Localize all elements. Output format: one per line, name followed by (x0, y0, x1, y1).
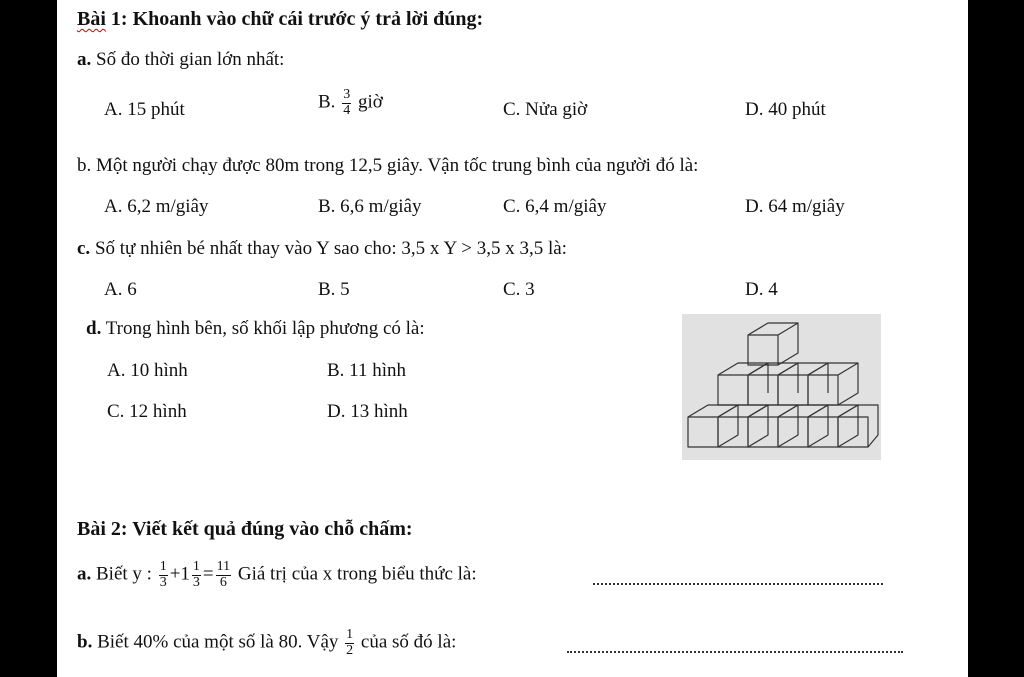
answer-blank-a[interactable] (593, 583, 883, 585)
option-d-D[interactable]: D. 13 hình (327, 401, 408, 422)
bai2-question-a (77, 560, 477, 590)
fraction-denominator: 4 (343, 102, 351, 118)
cube-bottom-5 (808, 405, 858, 447)
bai2-a-label: a. (77, 563, 92, 585)
option-b-D[interactable]: D. 64 m/giây (745, 196, 845, 217)
bai2-question-b (77, 628, 456, 658)
fraction-denominator: 3 (192, 574, 200, 590)
cube-middle-4 (808, 363, 858, 405)
option-a-B[interactable] (318, 88, 383, 118)
fraction-one-third-b (192, 560, 201, 590)
cube-middle-2 (748, 363, 798, 405)
option-d-C[interactable]: C. 12 hình (107, 401, 187, 422)
option-b-C[interactable]: C. 6,4 m/giây (503, 196, 607, 217)
question-c-text: Số tự nhiên bé nhất thay vào Y sao cho: 3,5 x Y > 3,5 x 3,5 là: (90, 238, 567, 259)
fraction-numerator: 1 (192, 559, 200, 574)
fraction-three-quarters (342, 88, 351, 118)
fraction-numerator: 1 (346, 627, 354, 642)
cube-middle-3 (778, 363, 828, 405)
cube-bottom-1 (688, 405, 738, 447)
bai1-title-prefix: Bài (77, 8, 106, 30)
option-c-B[interactable]: B. 5 (318, 279, 350, 300)
question-a (77, 50, 284, 69)
fraction-denominator: 3 (159, 574, 167, 590)
option-c-A[interactable]: A. 6 (104, 279, 137, 300)
bai2-a-text1: Biết y : (91, 563, 152, 585)
option-a-B-prefix: B. (318, 91, 336, 113)
fraction-numerator: 11 (216, 559, 231, 574)
cube-bottom-3 (748, 405, 798, 447)
option-d-B[interactable]: B. 11 hình (327, 360, 406, 381)
bai1-title-rest: 1: Khoanh vào chữ cái trước ý trả lời đúng: (105, 8, 484, 30)
cube-bottom-4 (778, 405, 828, 447)
question-b: b. Một người chạy được 80m trong 12,5 giây. Vận tốc trung bình của người đó là: (77, 155, 699, 176)
fraction-eleven-sixths (216, 560, 231, 590)
question-c (77, 239, 567, 258)
question-a-label: a. (77, 49, 92, 70)
fraction-denominator: 6 (219, 574, 227, 590)
cube-top-1 (748, 323, 798, 365)
bai2-title: Bài 2: Viết kết quả đúng vào chỗ chấm: (77, 518, 413, 540)
bai1-title (77, 9, 483, 29)
bai2-b-text2: của số đó là: (360, 631, 457, 653)
option-b-B[interactable]: B. 6,6 m/giây (318, 196, 422, 217)
option-a-C[interactable]: C. Nửa giờ (503, 99, 588, 120)
question-a-text: Số đo thời gian lớn nhất: (91, 49, 285, 70)
option-b-A[interactable]: A. 6,2 m/giây (104, 196, 209, 217)
question-c-label: c. (77, 238, 91, 259)
bai2-a-plus: +1 (169, 563, 190, 585)
answer-blank-b[interactable] (567, 651, 903, 653)
bai2-a-equals: = (202, 563, 214, 585)
fraction-denominator: 2 (346, 642, 354, 658)
fraction-numerator: 3 (343, 87, 351, 102)
fraction-numerator: 1 (159, 559, 167, 574)
cube-middle-1 (718, 363, 768, 405)
question-d-label: d. (86, 318, 102, 339)
question-d-text: Trong hình bên, số khối lập phương có là: (101, 318, 425, 339)
bai2-b-text1: Biết 40% của một số là 80. Vậy (92, 631, 339, 653)
option-c-C[interactable]: C. 3 (503, 279, 535, 300)
cubes-figure (682, 314, 881, 460)
fraction-one-third-a (159, 560, 168, 590)
bai2-b-label: b. (77, 631, 93, 653)
option-a-D[interactable]: D. 40 phút (745, 99, 826, 120)
option-a-A[interactable]: A. 15 phút (104, 99, 185, 120)
bai2-a-text2: Giá trị của x trong biểu thức là: (237, 563, 477, 585)
question-d (86, 319, 425, 338)
cubes-drawing (682, 314, 881, 460)
option-d-A[interactable]: A. 10 hình (107, 360, 188, 381)
option-c-D[interactable]: D. 4 (745, 279, 778, 300)
cube-bottom-2 (718, 405, 768, 447)
option-a-B-suffix: giờ (357, 91, 383, 113)
fraction-one-half (345, 628, 354, 658)
